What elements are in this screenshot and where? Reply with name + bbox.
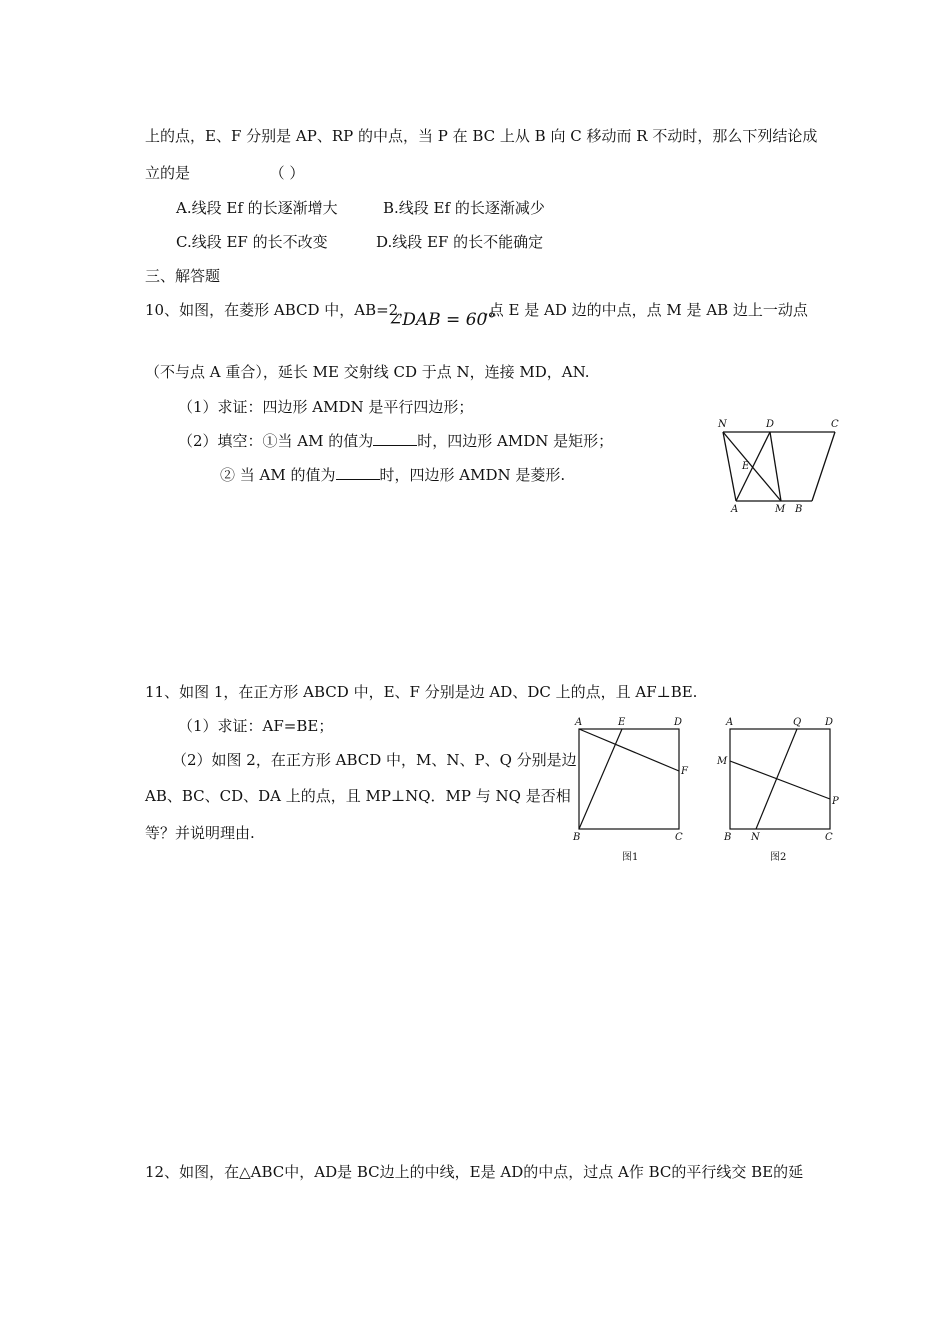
q10-part1: （1）求证：四边形 AMDN 是平行四边形； <box>178 398 474 416</box>
label-b: B <box>573 832 581 843</box>
label-p: P <box>832 796 839 807</box>
label-e: E <box>618 717 626 728</box>
label-a: A <box>726 717 734 728</box>
q10-part2-text-a: （2）填空：①当 AM 的值为 <box>178 432 374 450</box>
q10-line1a: 10、如图，在菱形 ABCD 中，AB=2， <box>145 301 414 319</box>
label-f: F <box>681 766 688 777</box>
q10-blank-rhombus <box>336 465 380 480</box>
label-c: C <box>831 419 839 430</box>
q11-figure2 <box>715 715 845 865</box>
q9-option-a: A.线段 Ef 的长逐渐增大 <box>176 199 338 217</box>
q10-part3-text-a: ② 当 AM 的值为 <box>220 466 336 484</box>
label-n: N <box>751 832 760 843</box>
label-b: B <box>724 832 732 843</box>
q12-line1: 12、如图，在△ABC中，AD是 BC边上的中线，E是 AD的中点，过点 A作 BC的平行线交 BE的延 <box>145 1163 804 1181</box>
label-d: D <box>825 717 834 728</box>
line-bc <box>812 432 835 501</box>
figure2-caption: 图2 <box>770 852 787 863</box>
q9-option-b: B.线段 Ef 的长逐渐减少 <box>383 199 545 217</box>
label-m: M <box>717 756 728 767</box>
line-nq <box>756 729 797 829</box>
q9-stem-end: 立的是 <box>145 164 191 182</box>
section-heading: 三、解答题 <box>145 267 221 285</box>
q11-part2: （2）如图 2，在正方形 ABCD 中，M、N、P、Q 分别是边 <box>172 751 577 769</box>
label-m: M <box>775 504 786 515</box>
line-af <box>579 729 679 771</box>
q9-line1: 上的点，E、F 分别是 AP、RP 的中点，当 P 在 BC 上从 B 向 C 移动而 R 不动时，那么下列结论成 <box>145 127 818 145</box>
q10-part3-text-b: 时，四边形 AMDN 是菱形. <box>379 466 566 484</box>
q11-part2-cont: AB、BC、CD、DA 上的点，且 MP⊥NQ．MP 与 NQ 是否相 <box>145 787 571 805</box>
q9-option-d: D.线段 EF 的长不能确定 <box>376 233 544 251</box>
q10-part3 <box>220 465 565 485</box>
q10-figure <box>715 415 845 515</box>
label-n: N <box>718 419 727 430</box>
q9-answer-paren: （ ） <box>269 164 305 182</box>
label-a: A <box>575 717 583 728</box>
label-d: D <box>766 419 775 430</box>
label-q: Q <box>793 717 802 728</box>
label-a: A <box>731 504 739 515</box>
label-b: B <box>795 504 803 515</box>
q9-line2 <box>145 163 304 183</box>
square-abcd <box>730 729 830 829</box>
line-na <box>723 432 736 501</box>
label-e: E <box>742 461 750 472</box>
figure1-caption: 图1 <box>622 852 639 863</box>
label-d: D <box>674 717 683 728</box>
q10-line2: （不与点 A 重合），延长 ME 交射线 CD 于点 N，连接 MD，AN. <box>145 363 590 381</box>
q10-blank-rectangle <box>373 431 417 446</box>
q10-line1b: ,点 E 是 AD 边的中点，点 M 是 AB 边上一动点 <box>484 301 808 319</box>
q11-line1: 11、如图 1，在正方形 ABCD 中，E、F 分别是边 AD、DC 上的点，且 AF⊥BE. <box>145 683 698 701</box>
q11-figure1 <box>570 715 700 865</box>
q9-option-c: C.线段 EF 的长不改变 <box>176 233 328 251</box>
label-c: C <box>825 832 833 843</box>
q11-part2-end: 等？并说明理由. <box>145 824 255 842</box>
q10-part2-text-b: 时，四边形 AMDN 是矩形； <box>417 432 614 450</box>
square-abcd <box>579 729 679 829</box>
q10-angle-formula: ∠DAB = 60° <box>388 310 496 330</box>
line-mp <box>730 761 830 799</box>
line-be <box>579 729 622 829</box>
label-c: C <box>675 832 683 843</box>
q11-part1: （1）求证：AF=BE； <box>178 717 334 735</box>
q10-part2 <box>178 431 613 451</box>
